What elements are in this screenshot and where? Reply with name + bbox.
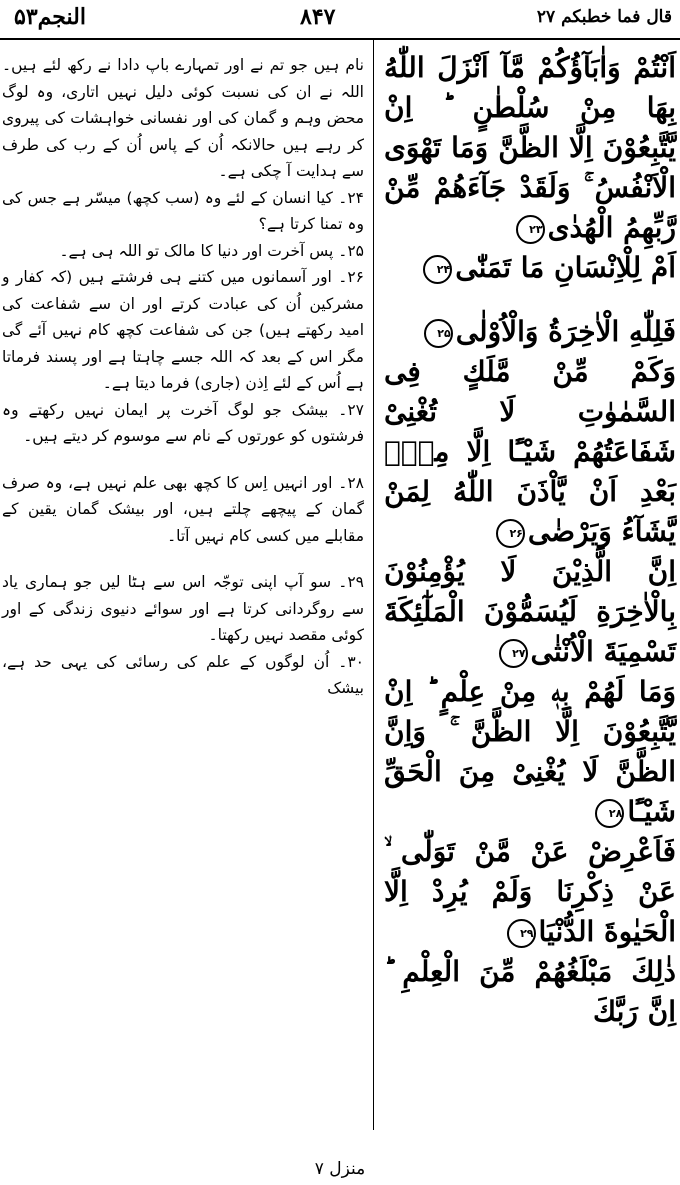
translation-paragraph: ۳۰۔ اُن لوگوں کے علم کی رسائی کی یہی حد ہے، بیشک [2,652,364,697]
header-rule [0,38,680,40]
verse-number-marker: ۲۴ [423,255,452,284]
verse-number-marker: ۲۹ [507,919,536,948]
column-divider [373,40,374,1130]
verse-number-marker: ۲۷ [499,639,528,668]
verse-number-marker: ۲۶ [496,519,525,548]
page-number: ۸۴۷ [300,4,336,30]
manzil-footer: منزل ۷ [314,1159,366,1179]
ayah-text: فَلِلّٰهِ الْاٰخِرَةُ وَالْاُوْلٰى [455,315,676,348]
translation-paragraph: نام ہیں جو تم نے اور تمہارے باپ دادا نے رکھ لئے ہیں۔ اللہ نے ان کی نسبت کوئی دلیل نہیں اتاری، وہ لوگ محض وہم و گمان کی اور نفسانی خواہشات کی پیروی کر رہے ہیں حالانکہ اُن کے پاس اُن کے رب کی طرف سے ہدایت آ چکی ہے۔ [2,56,364,180]
verse-number-marker: ۲۸ [595,799,624,828]
ayah [384,552,676,672]
ayah [384,672,676,832]
translation-paragraph: ۲۸۔ اور انہیں اِس کا کچھ بھی علم نہیں ہے، وہ صرف گمان کے پیچھے چلتے ہیں، اور بیشک گمان یقین کے مقابلے میں کسی کام نہیں آتا۔ [2,473,364,545]
translation-paragraph: ۲۴۔ کیا انسان کے لئے وہ (سب کچھ) میسّر ہے جس کی وہ تمنا کرتا ہے؟ [2,188,364,233]
ayah [384,248,676,288]
surah-name: النجم۵۳ [14,4,86,30]
ayah-text: وَكَمْ مِّنْ مَّلَكٍ فِى السَّمٰوٰتِ لَا تُغْنِىْ شَفَاعَتُهُمْ شَيْـًٔا اِلَّا مِنْۢ بَعْدِ اَنْ يَّاْذَنَ اللّٰهُ لِمَنْ يَّشَآءُ وَيَرْضٰى [384,355,676,548]
ayah-text: ذٰلِكَ مَبْلَغُهُمْ مِّنَ الْعِلْمِ ؕ اِنَّ رَبَّكَ [384,955,676,1028]
ayah [384,952,676,1032]
ayah [384,832,676,952]
translation-paragraph: ۲۹۔ سو آپ اپنی توجّہ اس سے ہٹا لیں جو ہماری یاد سے روگردانی کرتا ہے اور سوائے دنیوی زندگی کے اور کوئی مقصد نہیں رکھتا۔ [2,573,364,644]
juz-name: قال فما خطبکم ۲۷ [536,7,672,27]
verse-number-marker: ۲۵ [424,319,453,348]
ayah-text: اَمْ لِلْاِنْسَانِ مَا تَمَنّٰى [455,251,676,284]
ayah [384,312,676,352]
translation-paragraph: ۲۷۔ بیشک جو لوگ آخرت پر ایمان نہیں رکھتے وہ فرشتوں کو عورتوں کے نام سے موسوم کر دیتے ہیں۔ [2,400,364,445]
translation-paragraph: ۲۶۔ اور آسمانوں میں کتنے ہی فرشتے ہیں (کہ کفار و مشرکین اُن کی عبادت کرتے اور ان سے شفاعت کی امید رکھتے ہیں) جن کی شفاعت کچھ کام نہیں آئے گی مگر اس کے بعد کہ اللہ جسے چاہتا ہے اور پسند فرماتا ہے اُس کے لئے اِذن (جاری) فرما دیتا ہے۔ [2,268,364,392]
translation-paragraph: ۲۵۔ پس آخرت اور دنیا کا مالک تو اللہ ہی ہے۔ [59,241,364,260]
ayah [384,48,676,248]
ayah-text: اِنَّ الَّذِيْنَ لَا يُؤْمِنُوْنَ بِالْاٰخِرَةِ لَيُسَمُّوْنَ الْمَلٰٓئِكَةَ تَسْمِيَةَ الْاُنْثٰى [384,555,676,668]
verse-number-marker: ۲۳ [516,215,545,244]
ayah-text: فَاَعْرِضْ عَنْ مَّنْ تَوَلّٰى ۙ عَنْ ذِكْرِنَا وَلَمْ يُرِدْ اِلَّا الْحَيٰوةَ الدُّنْيَا [384,835,676,948]
ayah-text: وَمَا لَهُمْ بِهٖ مِنْ عِلْمٍ ؕ اِنْ يَّتَّبِعُوْنَ اِلَّا الظَّنَّ ۚ وَاِنَّ الظَّنَّ لَا يُغْنِىْ مِنَ الْحَقِّ شَيْـًٔا [384,675,676,828]
ayah-text: اَنْتُمْ وَاٰبَآؤُكُمْ مَّآ اَنْزَلَ اللّٰهُ بِهَا مِنْ سُلْطٰنٍ ؕ اِنْ يَّتَّبِعُوْنَ اِلَّا الظَّنَّ وَمَا تَهْوَى الْاَنْفُسُ ۚ وَلَقَدْ جَآءَهُمْ مِّنْ رَّبِّهِمُ الْهُدٰى [384,51,676,244]
ayah [384,352,676,552]
arabic-column [384,48,676,1032]
urdu-translation-column [2,52,364,702]
